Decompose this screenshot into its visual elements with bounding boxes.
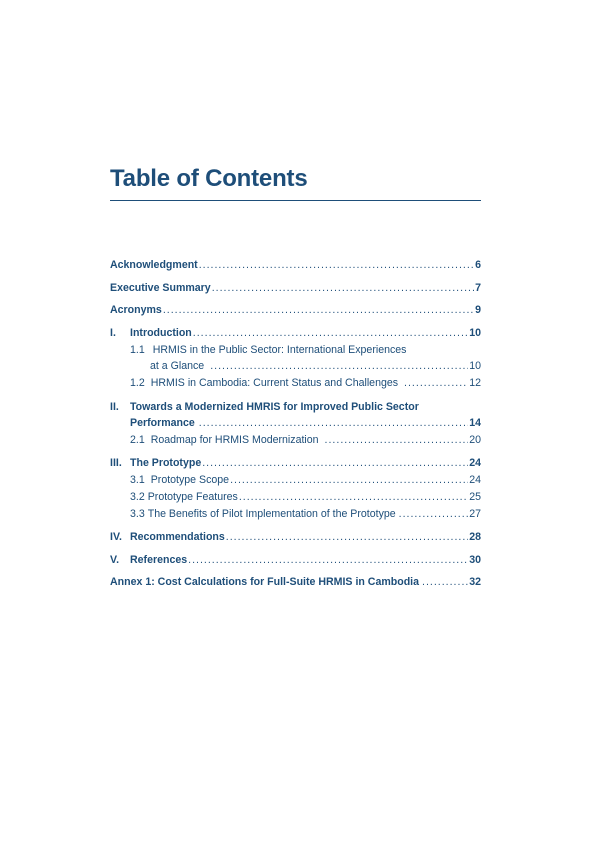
toc-entry-prototype[interactable] xyxy=(110,456,481,470)
toc-page-number: 24 xyxy=(469,457,481,469)
toc-entry-label: Roadmap for HRMIS Modernization xyxy=(150,434,319,446)
toc-page-number: 24 xyxy=(469,474,481,486)
toc-page-number: 9 xyxy=(475,304,481,316)
toc-entry-towards-line2[interactable] xyxy=(130,416,481,430)
toc-section-number: 3.3 xyxy=(130,508,145,520)
toc-page-number: 12 xyxy=(469,377,481,389)
toc-entry-1-2[interactable] xyxy=(130,376,481,390)
toc-entry-label: Annex 1: Cost Calculations for Full-Suite HRMIS in Cambodia xyxy=(110,576,420,588)
toc-section-number: 1.2 xyxy=(130,377,145,389)
toc-leader-dots xyxy=(199,258,474,272)
toc-page-number: 25 xyxy=(469,491,481,503)
toc-entry-label: HRMIS in the Public Sector: International Experiences xyxy=(152,344,407,356)
toc-section-number: 3.1 xyxy=(130,474,145,486)
toc-entry-label: at a Glance xyxy=(150,360,205,372)
toc-page-number: 32 xyxy=(469,576,481,588)
toc-page-number: 27 xyxy=(469,508,481,520)
toc-leader-dots xyxy=(202,456,468,470)
toc-entry-references[interactable] xyxy=(110,553,481,567)
toc-leader-dots xyxy=(325,433,469,447)
toc-leader-dots xyxy=(199,416,468,430)
toc-leader-dots xyxy=(210,359,468,373)
toc-section-number: III. xyxy=(110,457,122,469)
toc-section-number: II. xyxy=(110,401,119,413)
toc-entry-recommendations[interactable] xyxy=(110,530,481,544)
toc-entry-label: The Benefits of Pilot Implementation of the Prototype xyxy=(147,508,396,520)
toc-leader-dots xyxy=(404,376,468,390)
toc-entry-towards-line1[interactable] xyxy=(110,400,419,414)
toc-leader-dots xyxy=(239,490,468,504)
toc-section-number: I. xyxy=(110,327,116,339)
page-title: Table of Contents xyxy=(110,165,308,192)
toc-leader-dots xyxy=(226,530,468,544)
toc-leader-dots xyxy=(188,553,468,567)
toc-page-number: 10 xyxy=(469,360,481,372)
toc-entry-label: Introduction xyxy=(130,327,192,339)
toc-entry-1-1-line1[interactable] xyxy=(130,343,406,357)
toc-entry-3-2[interactable] xyxy=(130,490,481,504)
toc-page-number: 20 xyxy=(469,434,481,446)
toc-entry-label: Prototype Features xyxy=(147,491,238,503)
toc-section-number: 1.1 xyxy=(130,344,145,356)
toc-section-number: 2.1 xyxy=(130,434,145,446)
toc-entry-label: Executive Summary xyxy=(110,282,211,294)
toc-entry-label: Towards a Modernized HMRIS for Improved Public Sector xyxy=(130,401,419,413)
toc-entry-3-3[interactable] xyxy=(130,507,481,521)
toc-entry-label: Acknowledgment xyxy=(110,259,198,271)
toc-page-number: 7 xyxy=(475,282,481,294)
toc-entry-annex-1[interactable] xyxy=(110,575,481,589)
toc-entry-label: Prototype Scope xyxy=(150,474,230,486)
toc-entry-acronyms[interactable] xyxy=(110,303,481,317)
title-underline xyxy=(110,200,481,201)
toc-entry-label: Acronyms xyxy=(110,304,162,316)
toc-leader-dots xyxy=(193,326,468,340)
toc-entry-label: References xyxy=(130,554,188,566)
toc-leader-dots xyxy=(163,303,474,317)
toc-entry-label: Recommendations xyxy=(130,531,225,543)
toc-section-number: IV. xyxy=(110,531,122,543)
toc-leader-dots xyxy=(399,507,469,521)
toc-leader-dots xyxy=(212,281,474,295)
toc-page-number: 14 xyxy=(469,417,481,429)
toc-entry-acknowledgment[interactable] xyxy=(110,258,481,272)
toc-leader-dots xyxy=(230,473,468,487)
toc-section-number: V. xyxy=(110,554,120,566)
toc-page-number: 28 xyxy=(469,531,481,543)
toc-entry-label: Performance xyxy=(130,417,195,429)
toc-entry-2-1[interactable] xyxy=(130,433,481,447)
toc-entry-label: HRMIS in Cambodia: Current Status and Challenges xyxy=(150,377,399,389)
toc-entry-label: The Prototype xyxy=(130,457,202,469)
toc-section-number: 3.2 xyxy=(130,491,145,503)
toc-entry-executive-summary[interactable] xyxy=(110,281,481,295)
toc-entry-introduction[interactable] xyxy=(110,326,481,340)
toc-leader-dots xyxy=(422,575,468,589)
toc-page-number: 6 xyxy=(475,259,481,271)
toc-page-number: 10 xyxy=(469,327,481,339)
toc-entry-3-1[interactable] xyxy=(130,473,481,487)
toc-entry-1-1-line2[interactable] xyxy=(150,359,481,373)
toc-page-number: 30 xyxy=(469,554,481,566)
